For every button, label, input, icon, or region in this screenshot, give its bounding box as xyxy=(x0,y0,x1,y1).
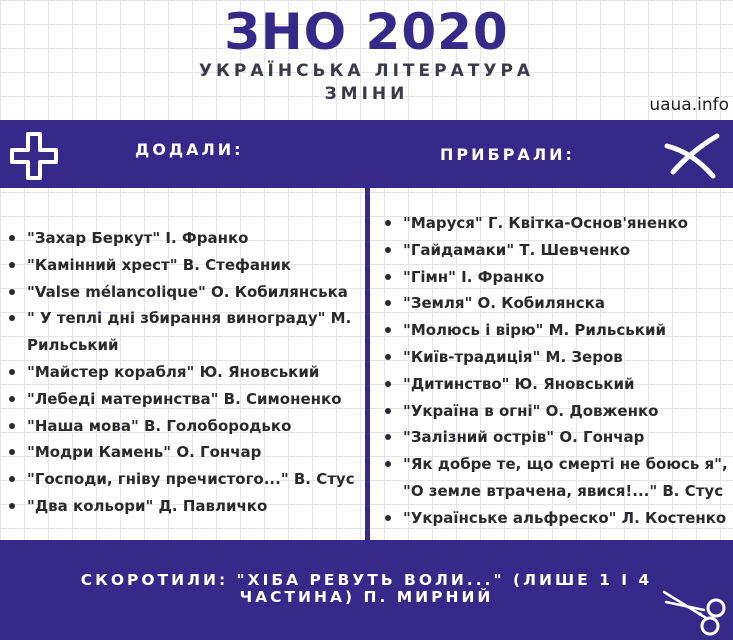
site-watermark: uaua.info xyxy=(649,95,729,115)
list-item: "Гімн" І. Франко xyxy=(376,264,733,291)
list-item: "Київ-традиція" М. Зеров xyxy=(376,344,733,371)
scissors-icon xyxy=(660,588,732,638)
list-item: "Українське альфреско" Л. Костенко xyxy=(376,505,733,532)
list-item: "Залізний острів" О. Гончар xyxy=(376,424,733,451)
shortened-note: СКОРОТИЛИ: "ХІБА РЕВУТЬ ВОЛИ..." (ЛИШЕ 1 І 4 ЧАСТИНА) П. МИРНИЙ xyxy=(80,571,653,606)
subtitle-changes: ЗМІНИ xyxy=(324,84,409,104)
list-item: "Модри Камень" О. Гончар xyxy=(0,439,360,466)
list-item: "Захар Беркут" І. Франко xyxy=(0,225,360,252)
list-item: "Україна в огні" О. Довженко xyxy=(376,398,733,425)
section-header-band xyxy=(0,120,733,188)
list-item: " У теплі дні збирання винограду" М. Рильський xyxy=(0,305,360,359)
added-list xyxy=(0,225,360,520)
list-item: "Valse mélancolique" О. Кобилянська xyxy=(0,279,360,306)
list-item: "Майстер корабля" Ю. Яновський xyxy=(0,359,360,386)
list-item: "Молюсь і вірю" М. Рильський xyxy=(376,317,733,344)
removed-list xyxy=(376,210,733,532)
list-item: "Дитинство" Ю. Яновський xyxy=(376,371,733,398)
list-item: "Наша мова" В. Голобородько xyxy=(0,413,360,440)
list-item: "Лебеді материнства" В. Симоненко xyxy=(0,386,360,413)
footer-band xyxy=(0,540,733,640)
column-divider xyxy=(365,188,370,540)
list-item: "Два кольори" Д. Павличко xyxy=(0,493,360,520)
plus-icon xyxy=(8,130,60,182)
added-label: ДОДАЛИ: xyxy=(135,140,244,159)
subtitle-subject: УКРАЇНСЬКА ЛІТЕРАТУРА xyxy=(198,61,535,81)
removed-label: ПРИБРАЛИ: xyxy=(440,145,575,164)
list-item: "Камінний хрест" В. Стефаник xyxy=(0,252,360,279)
list-item: "Маруся" Г. Квітка-Основ'яненко xyxy=(376,210,733,237)
list-item: "Гайдамаки" Т. Шевченко xyxy=(376,237,733,264)
list-item: "Як добре те, що смерті не боюсь я", "О земле втрачена, явися!..." В. Стус xyxy=(376,451,733,505)
list-item: "Земля" О. Кобилянска xyxy=(376,290,733,317)
list-item: "Господи, гніву пречистого..." В. Стус xyxy=(0,466,360,493)
page-title: ЗНО 2020 xyxy=(224,3,509,61)
x-icon xyxy=(663,132,721,180)
